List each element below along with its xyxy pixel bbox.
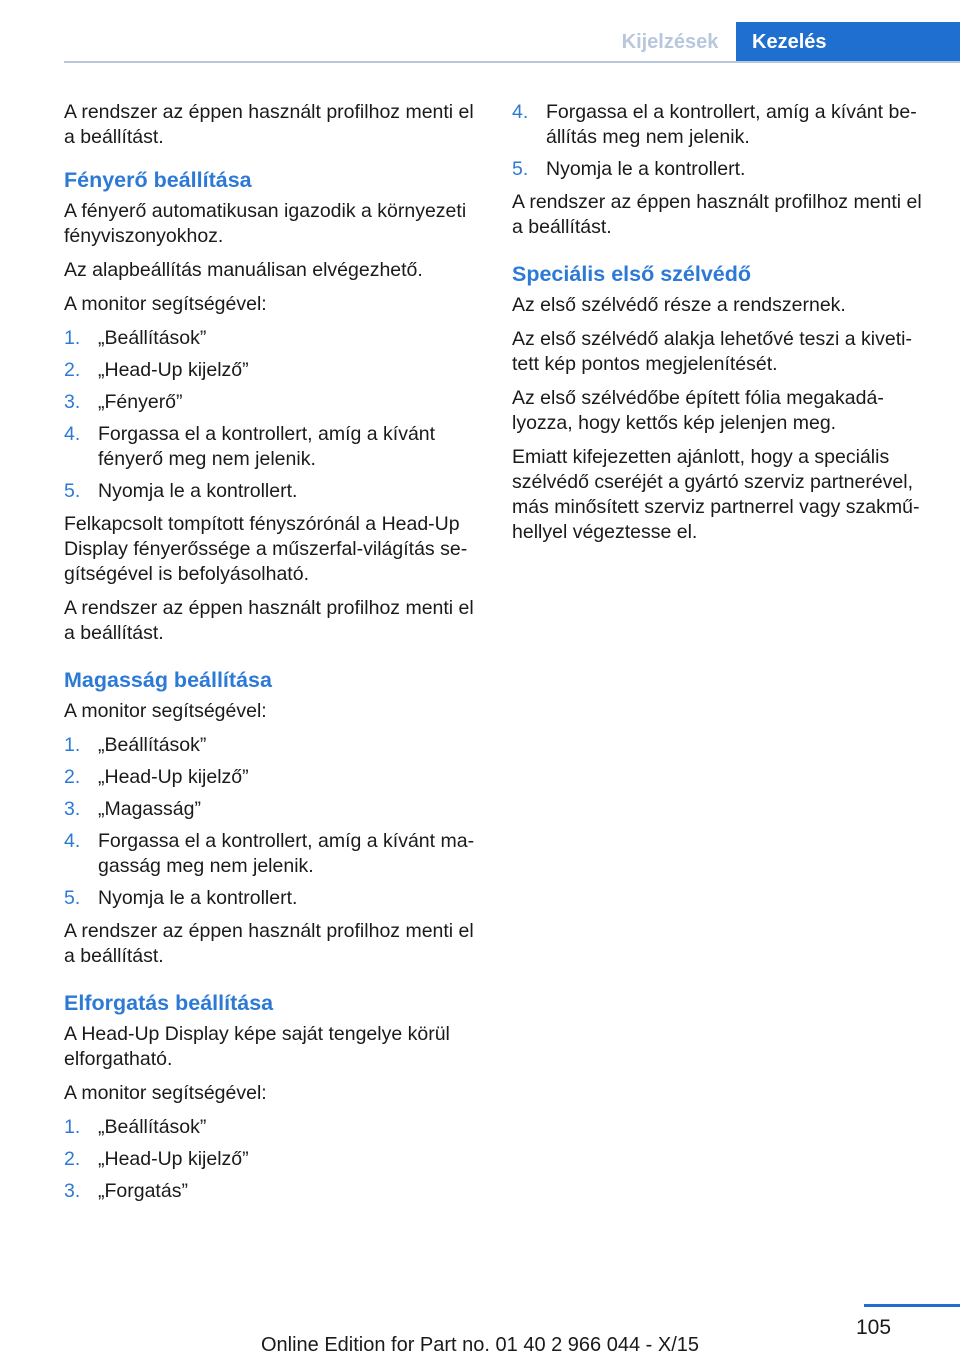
height-steps — [64, 733, 484, 911]
step-number: 1. — [64, 1116, 81, 1138]
brightness-text-5: A rendszer az éppen használt profilhoz menti el a beállítást. — [64, 597, 474, 644]
step-text: Nyomja le a kontrollert. — [98, 480, 298, 502]
step-text: „Head-Up kijelző” — [98, 766, 249, 788]
step-text: „Head-Up kijelző” — [98, 359, 249, 381]
step-number: 3. — [64, 391, 81, 413]
step-text: „Fényerő” — [98, 391, 183, 413]
header-divider — [64, 61, 960, 63]
list-item — [64, 797, 484, 822]
step-number: 2. — [64, 766, 81, 788]
height-text-1: A monitor segítségével: — [64, 700, 267, 722]
step-number: 1. — [64, 734, 81, 756]
height-heading: Magasság beállítása — [64, 668, 272, 692]
brightness-text-1: A fényerő automatikusan igazodik a környezeti fényviszonyokhoz. — [64, 200, 467, 247]
list-item — [64, 829, 484, 879]
step-number: 5. — [64, 480, 81, 502]
list-item — [64, 1147, 484, 1172]
rotation-steps-continued — [512, 100, 932, 182]
brightness-steps — [64, 326, 484, 504]
brightness-text-2: Az alapbeállítás manuálisan elvégezhető. — [64, 259, 423, 281]
step-number: 2. — [64, 1148, 81, 1170]
list-item — [64, 422, 484, 472]
rotation-heading: Elforgatás beállítása — [64, 991, 274, 1015]
footer-accent-line — [864, 1304, 960, 1307]
rotation-steps — [64, 1115, 484, 1204]
step-number: 4. — [512, 101, 529, 123]
step-number: 2. — [64, 359, 81, 381]
list-item — [512, 100, 932, 150]
list-item — [64, 1179, 484, 1204]
step-number: 5. — [64, 887, 81, 909]
step-number: 3. — [64, 798, 81, 820]
windshield-text-4: Emiatt kifejezetten ajánlott, hogy a speciális szélvédő cseréjét a gyártó szerviz partnerével, más minősített szerviz partnerrel vagy szakműhellyel végeztesse el. — [512, 446, 920, 543]
step-text: „Head-Up kijelző” — [98, 1148, 249, 1170]
step-text: Forgassa el a kontrollert, amíg a kívánt fényerő meg nem jelenik. — [98, 423, 436, 470]
step-text: „Magasság” — [98, 798, 201, 820]
list-item — [512, 157, 932, 182]
step-number: 4. — [64, 830, 81, 852]
rotation-text-3: A rendszer az éppen használt profilhoz menti el a beállítást. — [512, 191, 922, 238]
list-item — [64, 1115, 484, 1140]
section-tab-kezeles[interactable]: Kezelés — [736, 22, 960, 62]
step-text: Forgassa el a kontrollert, amíg a kívánt magasság meg nem jelenik. — [98, 830, 475, 877]
brightness-heading: Fényerő beállítása — [64, 168, 252, 192]
step-number: 4. — [64, 423, 81, 445]
left-column — [64, 100, 484, 1212]
step-number: 5. — [512, 158, 529, 180]
list-item — [64, 733, 484, 758]
step-text: Forgassa el a kontrollert, amíg a kívánt beállítás meg nem jelenik. — [546, 101, 917, 148]
list-item — [64, 479, 484, 504]
page-header — [0, 0, 960, 62]
list-item — [64, 390, 484, 415]
page-number: 105 — [856, 1316, 892, 1339]
list-item — [64, 326, 484, 351]
intro-paragraph: A rendszer az éppen használt profilhoz menti el a beállítást. — [64, 101, 474, 148]
step-text: „Forgatás” — [98, 1180, 188, 1202]
step-text: Nyomja le a kontrollert. — [546, 158, 746, 180]
rotation-text-1: A Head-Up Display képe saját tengelye körül elforgatható. — [64, 1023, 450, 1070]
windshield-text-1: Az első szélvédő része a rendszernek. — [512, 294, 846, 316]
list-item — [64, 765, 484, 790]
rotation-text-2: A monitor segítségével: — [64, 1082, 267, 1104]
step-text: Nyomja le a kontrollert. — [98, 887, 298, 909]
step-number: 1. — [64, 327, 81, 349]
right-column — [512, 100, 932, 554]
windshield-text-2: Az első szélvédő alakja lehetővé teszi a kivetitett kép pontos megjelenítését. — [512, 328, 912, 375]
section-tab-kijelzesek[interactable]: Kijelzések — [604, 22, 736, 62]
list-item — [64, 358, 484, 383]
step-text: „Beállítások” — [98, 734, 207, 756]
height-text-2: A rendszer az éppen használt profilhoz menti el a beállítást. — [64, 920, 474, 967]
brightness-text-4: Felkapcsolt tompított fényszórónál a Head-Up Display fényerőssége a műszerfal-világítás segítségével is befolyásolható. — [64, 513, 468, 585]
step-text: „Beállítások” — [98, 1116, 207, 1138]
step-text: „Beállítások” — [98, 327, 207, 349]
windshield-text-3: Az első szélvédőbe épített fólia megakadályozza, hogy kettős kép jelenjen meg. — [512, 387, 884, 434]
windshield-heading: Speciális első szélvédő — [512, 262, 752, 286]
brightness-text-3: A monitor segítségével: — [64, 293, 267, 315]
step-number: 3. — [64, 1180, 81, 1202]
list-item — [64, 886, 484, 911]
edition-note: Online Edition for Part no. 01 40 2 966 044 - X/15 — [260, 1334, 700, 1356]
